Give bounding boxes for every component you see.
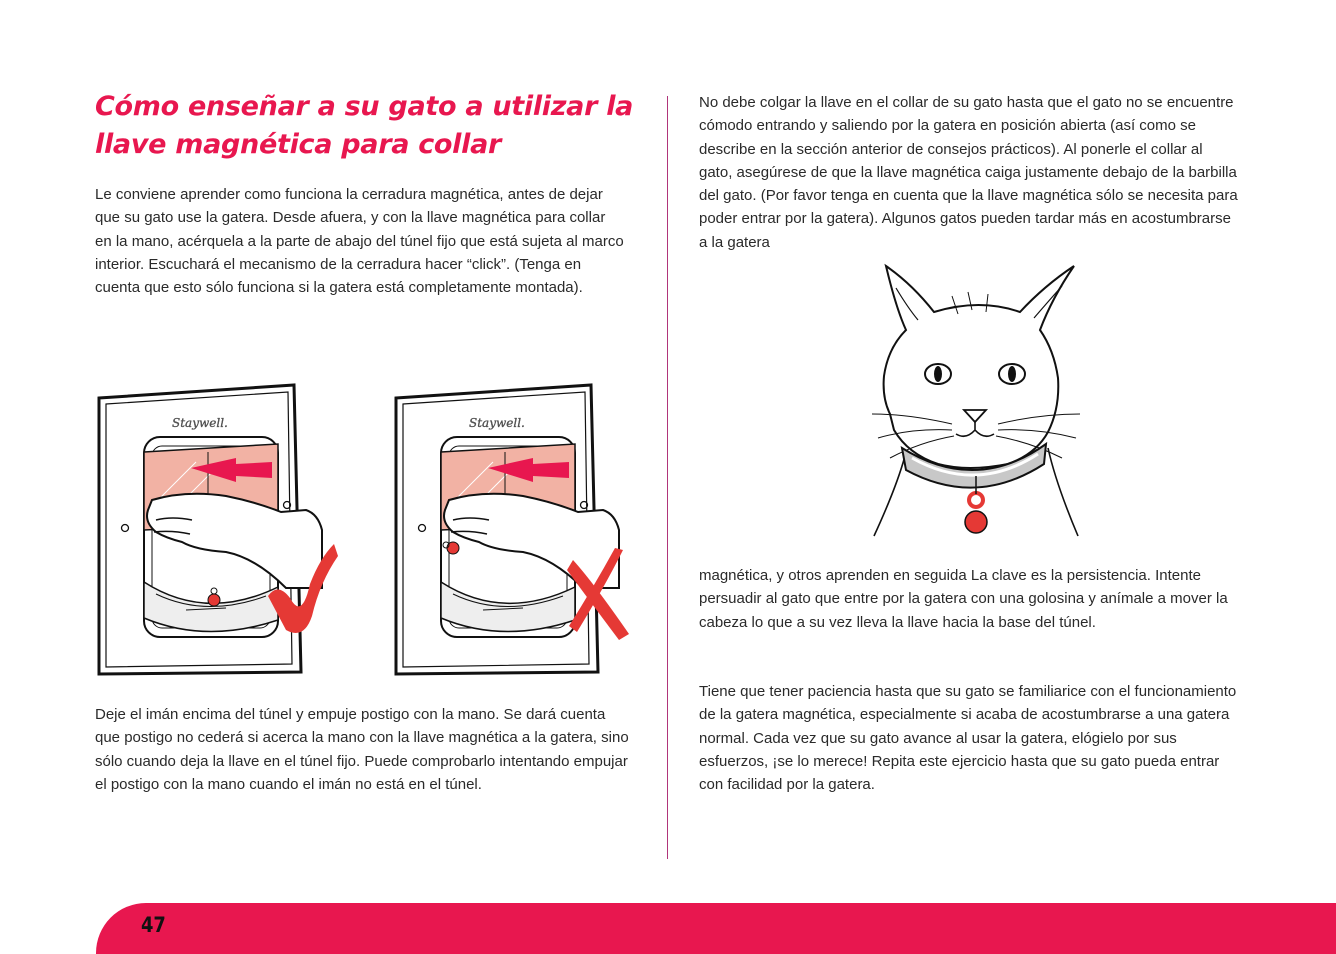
instructions-paragraph-1: Le conviene aprender como funciona la cerradura magnética, antes de dejar que su gato use la gatera. Desde afuera, y con la llave magnética para collar en la mano, acérquela a la parte de abajo del túnel fijo que está sujeta al marco interior. Escuchará el mecanismo de la cerradura hacer “click”. (Tenga en cuenta que esto sólo funciona si la gatera está completamente montada). <box>95 186 624 297</box>
instructions-paragraph-3: No debe colgar la llave en el collar de su gato hasta que el gato no se encuentre cómodo entrando y saliendo por la gatera en posición abierta (así como se describe en la sección anterior de consejos prácticos). Al ponerle el collar al gato, asegúrese de que la llave magnética caiga justamente debajo de la barbilla del gato. (Por favor tenga en cuenta que la llave magnética sólo se necesita para poder entrar por la gatera). Algunos gatos pueden tardar más en acostumbrarse a la gatera <box>699 94 1238 251</box>
instructions-paragraph-2: Deje el imán encima del túnel y empuje postigo con la mano. Se dará cuenta que postigo no cederá si acerca la mano con la llave magnética a la gatera, sino sólo cuando deja la llave en el túnel fijo. Puede comprobarlo intentando empujar el postigo con la mano cuando el imán no está en el túnel. <box>95 706 629 793</box>
instructions-paragraph-4: magnética, y otros aprenden en seguida La clave es la persistencia. Intente persuadir al gato que entre por la gatera con una golosina y anímale a mover la cabeza lo que a su vez lleva la llave hacia la base del túnel. <box>699 567 1228 631</box>
column-divider <box>667 96 668 859</box>
page-title: Cómo enseñar a su gato a utilizar la llave magnética para collar <box>95 91 634 160</box>
staywell-logo: Staywell. <box>172 416 228 430</box>
cat-with-collar-illustration <box>868 258 1084 546</box>
instructions-paragraph-5: Tiene que tener paciencia hasta que su gato se familiarice con el funcionamiento de la gatera magnética, especialmente si acaba de acostumbrarse a una gatera normal. Cada vez que su gato avance al usar la gatera, elógielo por sus esfuerzos, ¡se lo merece! Repita este ejercicio hasta que su gato pueda entrar con facilidad por la gatera. <box>699 683 1237 794</box>
footer-bar <box>96 903 1336 954</box>
page-number: 47 <box>141 913 166 937</box>
cat-flap-wrong-illustration <box>393 382 643 678</box>
staywell-logo: Staywell. <box>469 416 525 430</box>
cat-flap-correct-illustration <box>96 382 346 678</box>
